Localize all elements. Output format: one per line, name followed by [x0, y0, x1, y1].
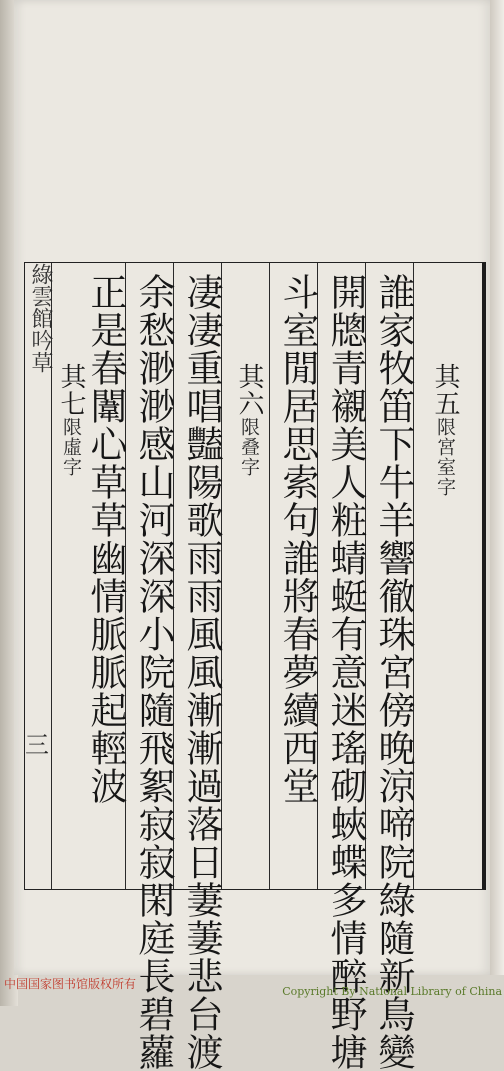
poem-5-line-2: 開牕青襯美人粧蜻蜓有意迷瑤砌蛺蝶多情醉野塘 — [324, 273, 367, 1071]
copyright-en: Copyright By National Library of China — [282, 985, 502, 998]
poem-7-heading: 其七 — [56, 363, 86, 417]
poem-6-line-1: 凄凄重唱豔陽歌雨雨風風漸漸過落日萋萋悲台渡 — [180, 273, 223, 1071]
poem-6-heading: 其六 — [234, 363, 264, 417]
page-edge — [490, 0, 504, 975]
poem-7-note: 限虛字 — [60, 417, 82, 477]
poem-5-note: 限宮室字 — [434, 417, 456, 497]
fold-page-number: 三 — [25, 731, 49, 759]
poem-6-line-2: 余愁渺渺感山河深深小院隨飛絮寂寂閑庭長碧蘿 — [132, 273, 175, 1071]
poem-heading — [231, 273, 268, 477]
poem-6-note: 限叠字 — [238, 417, 260, 477]
copyright-cn: 中国国家图书馆版权所有 — [4, 977, 137, 991]
fold-rule — [51, 263, 52, 889]
poem-6-line-3: 正是春闈心草草幽情脈脈起輕波 — [84, 273, 127, 805]
poem-5-heading: 其五 — [430, 363, 460, 417]
poem-5-line-1: 誰家牧笛下牛羊響徹珠宮傍晚涼啼院綠隨新鳥變 — [372, 273, 415, 1071]
column-rule — [269, 263, 270, 889]
poem-heading — [427, 273, 464, 497]
poem-5-line-3: 斗室閒居思索句誰將春夢續西堂 — [276, 273, 319, 805]
fold-title: 綠雲館吟草 — [28, 263, 53, 373]
poem-heading — [53, 273, 90, 477]
